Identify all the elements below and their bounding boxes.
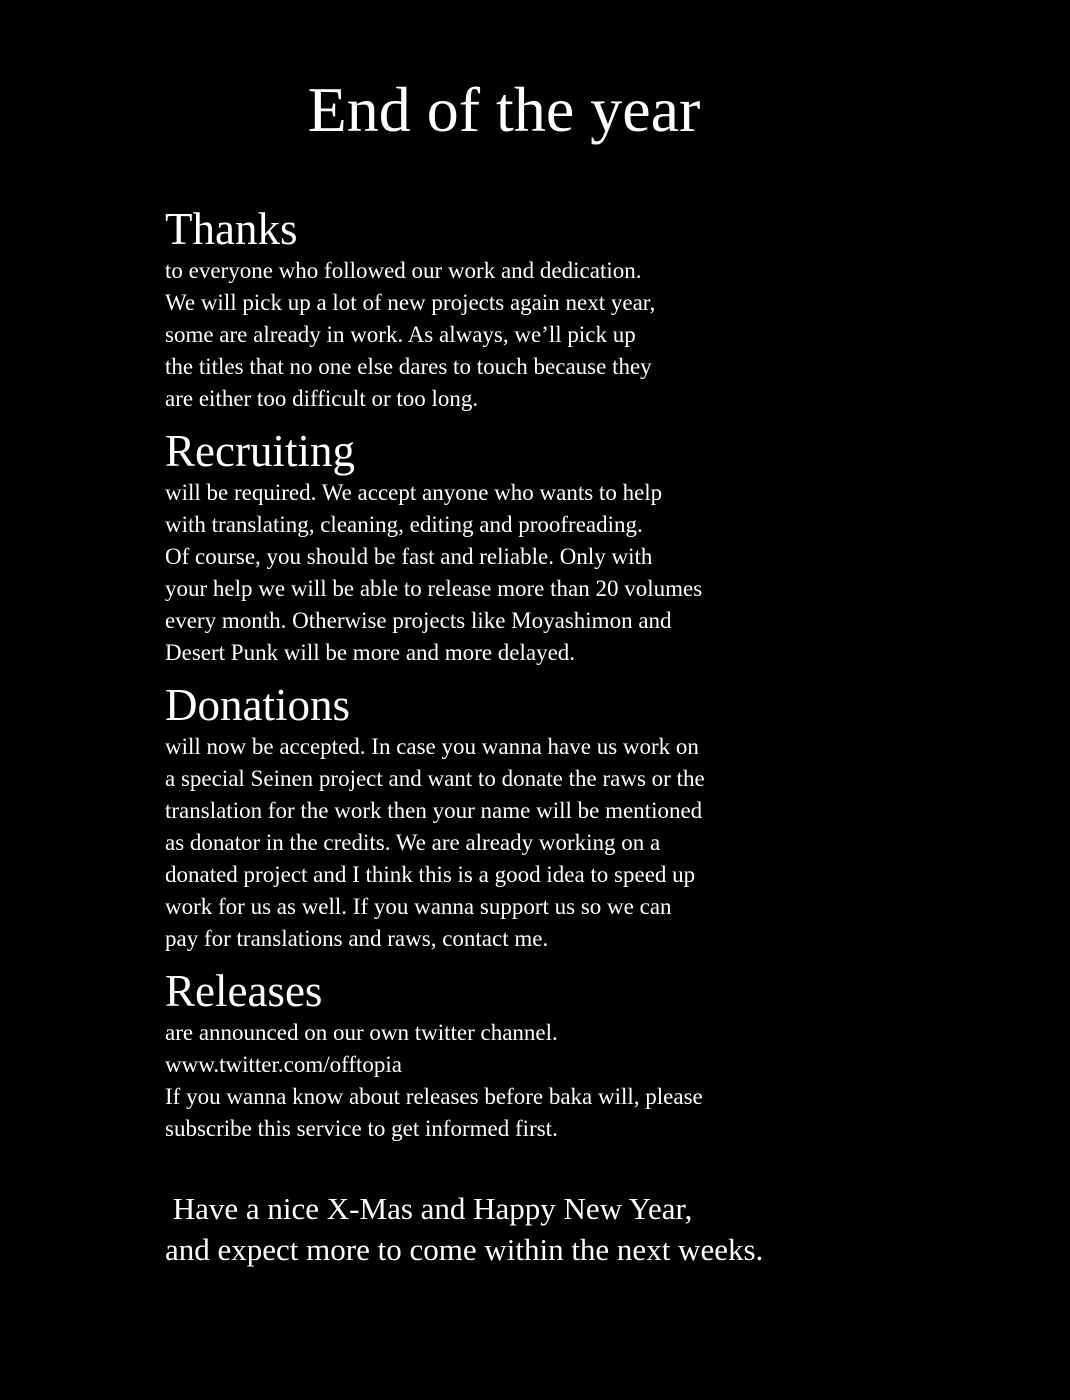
section-thanks — [165, 203, 885, 415]
closing-message — [165, 1188, 885, 1270]
section-heading-thanks: Thanks — [165, 204, 298, 254]
section-heading-recruiting: Recruiting — [165, 426, 355, 476]
paragraph-line: a special Seinen project and want to donate the raws or the — [165, 766, 705, 791]
paragraph-line: your help we will be able to release more than 20 volumes — [165, 576, 703, 601]
content — [165, 203, 885, 1145]
section-recruiting — [165, 425, 885, 669]
section-donations — [165, 679, 885, 955]
paragraph-line: translation for the work then your name will be mentioned — [165, 798, 703, 823]
paragraph-line: will now be accepted. In case you wanna have us work on — [165, 734, 699, 759]
paragraph-line: subscribe this service to get informed first. — [165, 1116, 558, 1141]
section-heading-releases: Releases — [165, 966, 323, 1016]
paragraph-line: the titles that no one else dares to touch because they — [165, 354, 652, 379]
twitter-url: www.twitter.com/offtopia — [165, 1052, 402, 1077]
paragraph-line: donated project and I think this is a good idea to speed up — [165, 862, 696, 887]
paragraph-line: work for us as well. If you wanna support us so we can — [165, 894, 672, 919]
paragraph-line: every month. Otherwise projects like Moyashimon and — [165, 608, 672, 633]
paragraph-line: We will pick up a lot of new projects again next year, — [165, 290, 656, 315]
paragraph-line: as donator in the credits. We are already working on a — [165, 830, 661, 855]
closing-line-2: and expect more to come within the next weeks. — [165, 1232, 764, 1267]
paragraph-line: are either too difficult or too long. — [165, 386, 479, 411]
paragraph-line: pay for translations and raws, contact me. — [165, 926, 549, 951]
closing-line-1: Have a nice X-Mas and Happy New Year, — [165, 1191, 693, 1226]
paragraph-line: some are already in work. As always, we’ll pick up — [165, 322, 636, 347]
paragraph-line: Desert Punk will be more and more delayed. — [165, 640, 576, 665]
paragraph-line: Of course, you should be fast and reliable. Only with — [165, 544, 653, 569]
section-heading-donations: Donations — [165, 680, 350, 730]
section-releases — [165, 965, 885, 1145]
paragraph-line: are announced on our own twitter channel. — [165, 1020, 558, 1045]
paragraph-line: If you wanna know about releases before baka will, please — [165, 1084, 703, 1109]
page-title: End of the year — [307, 74, 701, 145]
paragraph-line: will be required. We accept anyone who wants to help — [165, 480, 663, 505]
paragraph-line: with translating, cleaning, editing and proofreading. — [165, 512, 643, 537]
paragraph-line: to everyone who followed our work and dedication. — [165, 258, 642, 283]
